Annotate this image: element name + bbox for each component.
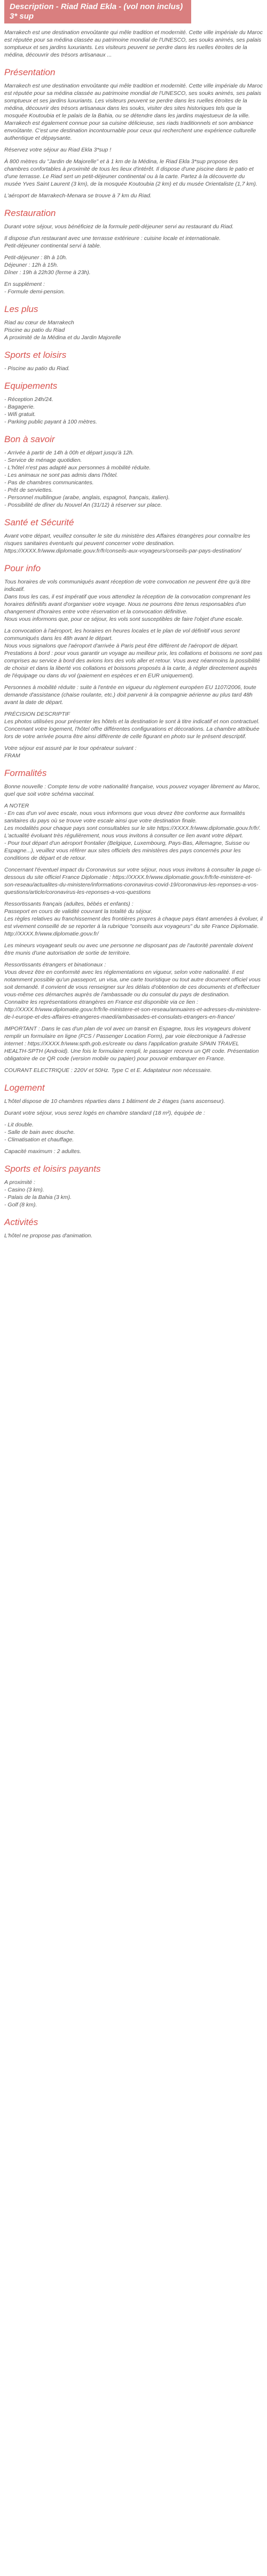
section bbox=[4, 1217, 263, 1239]
section-paragraph: La convocation à l'aéroport, les horaires en heures locales et le plan de vol définitif vous seront communiqués dans les 48h avant le départ. Nous vous signalons que l'aéroport d'arrivée à Paris peut être différent de l'aéroport de départ. Prestations à bord : pour vous garantir un voyage au meilleur prix, les collations et boissons ne sont pas comprises au service à bord des avions lors des vols aller et retour. Vous avez néanmoins la possibilité de choisir et dans la liberté vos collations et boissons proposés à la carte, à régler directement auprès de l'équipage ou dans du vol (paiement en espèces et en EUR uniquement). bbox=[4, 628, 263, 679]
page bbox=[0, 0, 267, 1254]
section bbox=[4, 434, 263, 509]
section-heading: Bon à savoir bbox=[4, 434, 55, 444]
section-paragraph: Riad au cœur de Marrakech Piscine au patio du Riad A proximité de la Médina et du Jardin Majorelle bbox=[4, 319, 121, 341]
section-heading: Présentation bbox=[4, 67, 56, 77]
section-heading: Santé et Sécurité bbox=[4, 517, 74, 527]
section-paragraph: PRÉCISION DESCRIPTIF Les photos utilisées pour présenter les hôtels et la destination le sont à titre indicatif et non contractuel. Concernant votre logement, l'hôtel offre différentes configurations et décorations. La chambre attribuée lors de votre arrivée pourra être ainsi différente de celle figurant en photo sur le présent descriptif. bbox=[4, 711, 260, 740]
section-paragraph: Les mineurs voyageant seuls ou avec une personne ne disposant pas de l'autorité parentale doivent être munis d'une autorisation de sortie de territoire. bbox=[4, 942, 253, 956]
section-paragraph: Bonne nouvelle : Compte tenu de votre nationalité française, vous pouvez voyager librement au Maroc, quel que soit votre schéma vaccinal. bbox=[4, 783, 261, 797]
section-paragraph: L'hôtel ne propose pas d'animation. bbox=[4, 1233, 93, 1239]
section-paragraph: En supplément : - Formule demi-pension. bbox=[4, 281, 65, 295]
section-heading: Equipements bbox=[4, 381, 58, 391]
page-title: Description - Riad Riad Ekla - (vol non inclus) 3* sup bbox=[4, 0, 191, 23]
section bbox=[4, 29, 263, 59]
section-paragraph: IMPORTANT : Dans le cas d'un plan de vol avec un transit en Espagne, tous les voyageurs doivent remplir un formulaire en ligne (FCS / Passenger Location Form), par voie électronique à l'adresse internet : https://XXXX.fr/www.spth.gob.es/create ou dans l'application gratuite SPAIN TRAVEL HEALTH-SPTH (Android). Une fois le formulaire rempli, le passager recevra un QR code. Présentation obligatoire de ce QR code (version mobile ou papier) pour pouvoir embarquer en France. bbox=[4, 1026, 259, 1062]
section-heading: Pour info bbox=[4, 563, 41, 573]
section bbox=[4, 1083, 263, 1155]
section-paragraph: Il dispose d'un restaurant avec une terrasse extérieure : cuisine locale et internationale. Petit-déjeuner continental servi à table. bbox=[4, 235, 221, 249]
section-paragraph: - Lit double. - Salle de bain avec douche. - Climatisation et chauffage. bbox=[4, 1122, 75, 1143]
section-heading: Sports et loisirs bbox=[4, 350, 67, 360]
section-paragraph: Petit-déjeuner : 8h à 10h. Déjeuner : 12h à 15h. Dîner : 19h à 22h30 (ferme à 23h). bbox=[4, 254, 91, 276]
section-paragraph: Marrakech est une destination envoûtante qui mêle tradition et modernité. Cette ville impériale du Maroc est réputée pour sa médina classée au patrimoine mondial de l'UNESCO, ses souks animés, ses palais somptueux et ses jardins luxuriants. Les visiteurs peuvent se perdre dans les ruelles étroites de la médina, découvrir des trésors artisanaux dans les souks, visiter des sites historiques tels que la mosquée Koutoubia et le palais de la Bahia, ou se détendre dans les jardins majestueux de la ville. Marrakech est également connue pour sa cuisine délicieuse, ses riads traditionnels et son ambiance envoûtante. C'est une destination incontournable pour ceux qui recherchent une expérience culturelle authentique et dépaysante. bbox=[4, 83, 263, 141]
section bbox=[4, 517, 263, 555]
section-paragraph: - Arrivée à partir de 14h à 00h et départ jusqu'à 12h. - Service de ménage quotidien. - L'hôtel n'est pas adapté aux personnes à mobilité réduite. - Les animaux ne sont pas admis dans l'hôtel. - Pas de chambres communicantes. - Prêt de serviettes. - Personnel multilingue (arabe, anglais, espagnol, français, italien). - Possibilité de dîner du Nouvel An (31/12) à réserver sur place. bbox=[4, 450, 170, 508]
section bbox=[4, 67, 263, 199]
section-paragraph: Durant votre séjour, vous serez logés en chambre standard (18 m²), équipée de : bbox=[4, 1110, 205, 1116]
section-paragraph: A NOTER - En cas d'un vol avec escale, nous vous informons que vous devez être conforme aux formalités sanitaires du pays où se trouve votre escale ainsi que votre destination finale. Les modalités pour chaque pays sont consultables sur le site https://XXXX.fr/www.diplomatie.gouv.fr/fr/. L'actualité évoluant très régulièrement, nous vous invitons à consulter ce lien avant votre départ. - Pour tout départ d'un aéroport frontalier (Belgique, Luxembourg, Pays-Bas, Allemagne, Suisse ou Espagne...), veuillez vous référer aux sites officiels des ministères des pays concernés pour les conditions de départ et de retour. bbox=[4, 803, 261, 861]
section-paragraph: Concernant l'éventuel impact du Coronavirus sur votre séjour, nous vous invitons à consulter la page ci-dessous du site officiel France Diplomatie : https://XXXX.fr/www.diplomatie.gouv.fr/fr/le-ministere-et-son-reseau/actualites-du-ministere/informations-coronavirus-covid-19/coronavirus-les-reponses-a-vos-questions/article/coronavirus-les-reponses-a-vos-questions bbox=[4, 867, 262, 895]
section-paragraph: Votre séjour est assuré par le tour opérateur suivant : FRAM bbox=[4, 745, 137, 759]
section bbox=[4, 381, 263, 426]
section-paragraph: L'hôtel dispose de 10 chambres réparties dans 1 bâtiment de 2 étages (sans ascenseur). bbox=[4, 1098, 225, 1105]
section-paragraph: Avant votre départ, veuillez consulter le site du ministère des Affaires étrangères pour connaître les risques sanitaires éventuels qui peuvent concerner votre destination. https://XXXX.fr/www.diplomatie.gouv.fr/fr/conseils-aux-voyageurs/conseils-par-pays-destination/ bbox=[4, 533, 250, 554]
section-paragraph: L'aéroport de Marrakech-Menara se trouve à 7 km du Riad. bbox=[4, 193, 152, 199]
section-paragraph: Personnes à mobilité réduite : suite à l'entrée en vigueur du règlement européen EU 1107/2006, toute demande d'assistance (chaise roulante, etc.) doit parvenir à la compagnie aérienne au plus tard 48h avant la date de départ. bbox=[4, 684, 256, 706]
section bbox=[4, 1164, 263, 1209]
section-heading: Les plus bbox=[4, 304, 38, 314]
section-heading: Logement bbox=[4, 1083, 45, 1093]
section-paragraph: À 800 mètres du "Jardin de Majorelle" et à 1 km de la Médina, le Riad Ekla 3*sup propose des chambres confortables à proximité de tous les lieux d'intérêt. Il dispose d'une piscine dans le patio et d'une terrasse. Le Riad sert un petit-déjeuner continental ou à la carte. Partez à la découverte du musée Yves Saint Laurent (3 km), de la mosquée Koutoubia (2 km) et du musée Orientaliste (1,7 km). bbox=[4, 158, 257, 187]
section-heading: Formalités bbox=[4, 768, 47, 778]
section bbox=[4, 563, 263, 759]
section bbox=[4, 768, 263, 1074]
section-paragraph: - Réception 24h/24. - Bagagerie. - Wifi gratuit. - Parking public payant à 100 mètres. bbox=[4, 396, 97, 425]
section-heading: Activités bbox=[4, 1217, 38, 1227]
description-sections bbox=[4, 29, 263, 1239]
section-paragraph: A proximité : - Casino (3 km). - Palais de la Bahia (3 km). - Golf (8 km). bbox=[4, 1179, 72, 1208]
section-paragraph: Ressortissants français (adultes, bébés et enfants) : Passeport en cours de validité couvrant la totalité du séjour. Les règles relatives au franchissement des frontières propres à chaque pays étant amenées à évoluer, il est vivement conseillé de se reporter à la rubrique "conseils aux voyageurs" du site France Diplomatie. http://XXXX.fr/www.diplomatie.gouv.fr/ bbox=[4, 901, 263, 937]
section-paragraph: Ressortissants étrangers et binationaux : Vous devez être en conformité avec les réglementations en vigueur, selon votre nationalité. Il est notamment possible qu'un passeport, un visa, une carte touristique ou tout autre document officiel vous soit demandé. Il convient de vous renseigner sur les délais d'obtention de ces documents et d'effectuer vous-même ces démarches auprès de l'ambassade ou du consulat du pays de destination. Connaitre les représentations étrangères en France est disponible via ce lien : http://XXXX.fr/www.diplomatie.gouv.fr/fr/le-ministere-et-son-reseau/annuaires-et-adresses-du-ministere-de-l-europe-et-des-affaires-etrangeres-maedi/ambassades-et-consulats-etrangers-en-france/ bbox=[4, 962, 261, 1020]
section-paragraph: Capacité maximum : 2 adultes. bbox=[4, 1148, 82, 1155]
section-paragraph: Durant votre séjour, vous bénéficiez de la formule petit-déjeuner servi au restaurant du Riad. bbox=[4, 223, 234, 230]
section-paragraph: Marrakech est une destination envoûtante qui mêle tradition et modernité. Cette ville impériale du Maroc est réputée pour sa médina classée au patrimoine mondial de l'UNESCO, ses souks animés, ses palais somptueux et ses jardins luxuriants. Les visiteurs peuvent se perdre dans les ruelles étroites de la médina, découvrir des trésors artisanaux ... bbox=[4, 29, 263, 58]
section-paragraph: - Piscine au patio du Riad. bbox=[4, 365, 70, 372]
section-heading: Restauration bbox=[4, 208, 56, 218]
section-paragraph: Tous horaires de vols communiqués avant réception de votre convocation ne peuvent être qu'à titre indicatif. Dans tous les cas, il est impératif que vous attendiez la réception de la convocation comprenant les horaires définitifs avant d'organiser votre voyage. Nous ne pourrons être tenus responsables d'un changement d'horaires entre votre réservation et la convocation définitive. Nous vous informons que, pour ce séjour, les vols sont susceptibles de faire l'objet d'une escale. bbox=[4, 579, 251, 622]
section bbox=[4, 350, 263, 372]
section-paragraph: Réservez votre séjour au Riad Ekla 3*sup ! bbox=[4, 147, 112, 153]
section-heading: Sports et loisirs payants bbox=[4, 1164, 101, 1174]
section bbox=[4, 304, 263, 341]
section-paragraph: COURANT ELECTRIQUE : 220V et 50Hz. Type C et E. Adaptateur non nécessaire. bbox=[4, 1067, 212, 1074]
section bbox=[4, 208, 263, 295]
